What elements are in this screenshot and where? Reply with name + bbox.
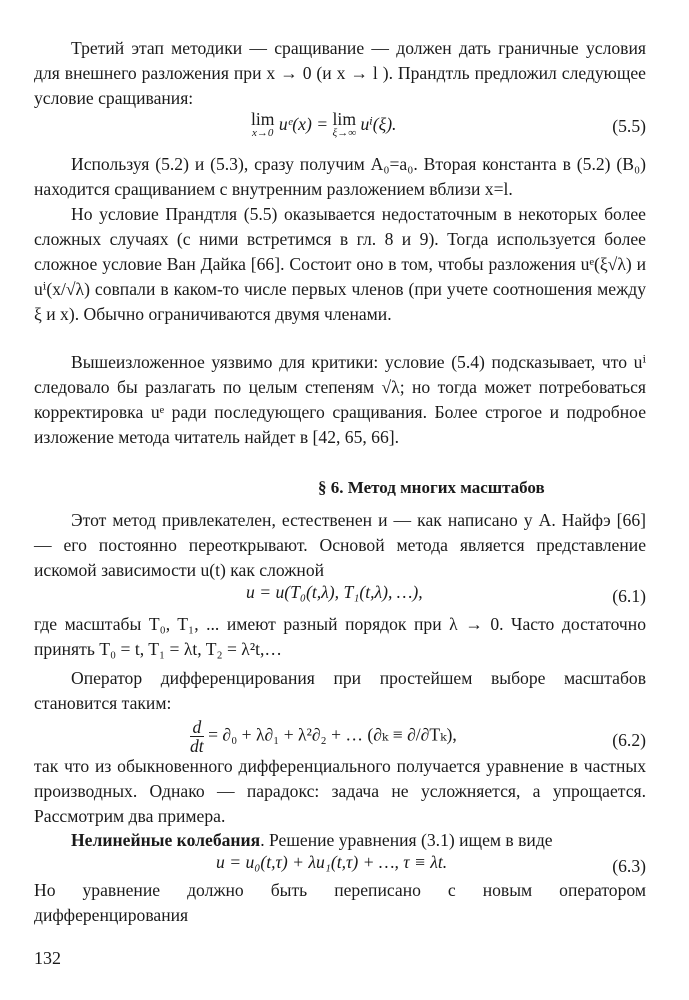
paragraph-matching-stage: Третий этап методики — сращивание — должен дать граничные условия для внешнего разложения при x → 0 (и x → l ). Прандтль предложил следующее условие сращивания: bbox=[34, 38, 646, 108]
equation-6-3: u = u₀(t,τ) + λu₁(t,τ) + …, τ ≡ λt. (6.3) bbox=[216, 852, 646, 876]
equation-number-6-1: (6.1) bbox=[612, 586, 646, 606]
derivative-fraction: $\frac{d}{dt}$ bbox=[190, 717, 204, 756]
limit-left: lim x→0 bbox=[251, 109, 275, 139]
nonlinear-oscillations-title: Нелинейные колебания bbox=[71, 830, 261, 850]
equation-number-5-5: (5.5) bbox=[612, 116, 646, 136]
section-heading: § 6. Метод многих масштабов bbox=[318, 478, 545, 497]
equation-5-5 bbox=[34, 109, 646, 146]
limit-right: lim ξ→∞ bbox=[332, 109, 357, 139]
paragraph-criticism: Вышеизложенное уязвимо для критики: условие (5.4) подсказывает, что uⁱ следовало бы разлагать по целым степеням √λ; но тогда может потребоваться корректировка uᵉ ради последующего сращивания. Более строгое и подробное изложение метода читатель найдет в [42, 65, 66]. bbox=[34, 352, 646, 447]
paragraph-van-dyke-condition: Но условие Прандтля (5.5) оказывается недостаточным в некоторых более сложных случаях (с ними встретимся в гл. 8 и 9). Тогда используется более сложное условие Ван Дайка [66]. Состоит оно в том, чтобы разложения uᵉ(ξ√λ) и uⁱ(x/√λ) совпали в каком-то числе первых членов (при учете соотношения между ξ и x). Обычно ограничиваются двумя членами. bbox=[34, 204, 646, 324]
equation-number-6-2: (6.2) bbox=[612, 730, 646, 750]
paragraph-scales: где масштабы T₀, T₁, ... имеют разный порядок при λ → 0. Часто достаточно принять T₀ = t, T₁ = λt, T₂ = λ²t,… bbox=[34, 614, 646, 659]
equation-5-5-body: lim x→0 uᵉ(x) = lim ξ→∞ uⁱ(ξ). bbox=[251, 109, 397, 139]
equation-6-2-body: $\frac{d}{dt}$ = ∂₀ + λ∂₁ + λ²∂₂ + … (∂ₖ ≡ ∂/∂Tₖ), bbox=[190, 717, 457, 756]
paragraph-operator: Оператор дифференцирования при простейшем выборе масштабов становится таким: bbox=[34, 668, 646, 713]
equation-6-1: u = u(T₀(t,λ), T₁(t,λ), …), (6.1) bbox=[246, 582, 646, 606]
equation-number-6-3: (6.3) bbox=[612, 856, 646, 876]
paragraph-prandtl-constants: Используя (5.2) и (5.3), сразу получим A₀=a₀. Вторая константа в (5.2) (B₀) находится сращиванием с внутренним разложением вблизи x=l. bbox=[34, 154, 646, 199]
paragraph-multiscale-intro: Этот метод привлекателен, естественен и — как написано у А. Найфэ [66] — его постоянно переоткрывают. Основой метода является представление искомой зависимости u(t) как сложной bbox=[34, 510, 646, 580]
paragraph-new-operator: Но уравнение должно быть переписано с новым оператором дифференцирования bbox=[34, 880, 646, 925]
paragraph-nonlinear-oscillations: Нелинейные колебания. Решение уравнения (3.1) ищем в виде bbox=[71, 830, 553, 850]
paragraph-pde: так что из обыкновенного дифференциального получается уравнение в частных производных. Однако — парадокс: задача не усложняется, а упрощается. Рассмотрим два примера. bbox=[34, 756, 646, 826]
page-number: 132 bbox=[34, 948, 61, 968]
